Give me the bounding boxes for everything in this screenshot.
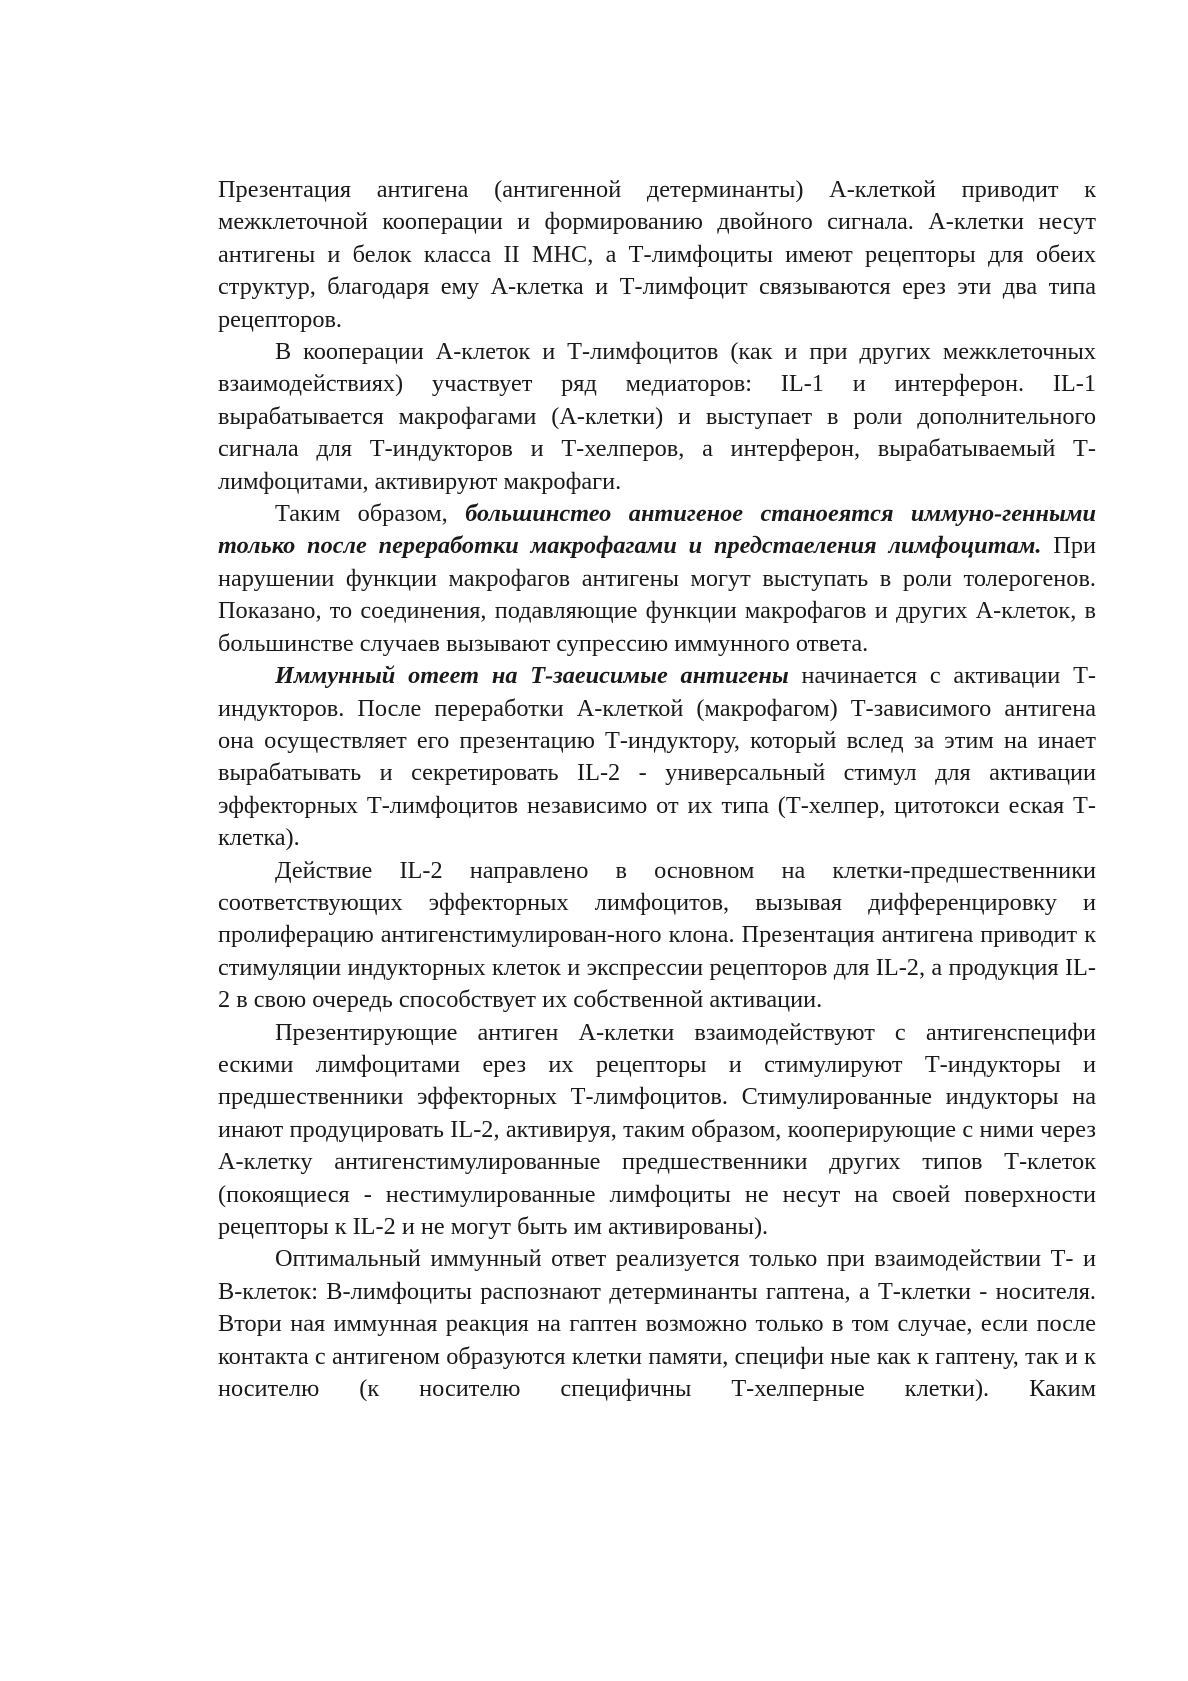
paragraph-5 (218, 855, 1096, 1017)
paragraph-6 (218, 1017, 1096, 1244)
paragraph-text: При нарушении функции макрофагов антигены могут выступать в роли толерогенов. Показано, то соединения, подавляющие функции макрофагов и других А-клеток, в большинстве случаев вызывают супрессию иммунного ответа. (218, 532, 1096, 657)
paragraph-text: начинается с активации Т-индукторов. После переработки А-клеткой (макрофагом) Т-зависимого антигена она осуществляет его презентацию Т-индуктору, который вслед за этим на инает вырабатывать и секретировать IL-2 - универсальный стимул для активации эффекторных Т-лимфоцитов независимо от их типа (Т-хелпер, цитотокси еская Т-клетка). (218, 662, 1096, 852)
paragraph-4 (218, 660, 1096, 854)
paragraph-text: Оптимальный иммунный ответ реализуется только при взаимодействии Т- и В-клеток: В-лимфоциты распознают детерминанты гаптена, а Т-клетки - носителя. Втори ная иммунная реакция на гаптен возможно только в том случае, если после контакта с антигеном образуются клетки памяти, специфи ные как к гаптену, так и к носителю (к носителю специфичны Т-хелперные клетки). Каким (218, 1245, 1096, 1403)
paragraph-text: Презентирующие антиген А-клетки взаимодействуют с антигенспецифи ескими лимфоцитами ерез их рецепторы и стимулируют Т-индукторы и предшественники эффекторных Т-лимфоцитов. Стимулированные индукторы на инают продуцировать IL-2, активируя, таким образом, кооперирующие с ними через А-клетку антигенстимулированные предшественники других типов Т-клеток (покоящиеся - нестимулированные лимфоциты не несут на своей поверхности рецепторы к IL-2 и не могут быть им активированы). (218, 1018, 1096, 1240)
paragraph-text: Таким образом, (275, 500, 466, 528)
emphasis-text: Иммунный отеет на Т-заеисимые антигены (275, 662, 789, 690)
paragraph-2 (218, 336, 1096, 498)
document-page (218, 174, 1096, 1405)
paragraph-text: В кооперации А-клеток и Т-лимфоцитов (как и при других межклеточных взаимодействиях) участвует ряд медиаторов: IL-1 и интерферон. IL-1 вырабатывается макрофагами (А-клетки) и выступает в роли дополнительного сигнала для Т-индукторов и Т-хелперов, а интерферон, вырабатываемый Т-лимфоцитами, активируют макрофаги. (218, 338, 1096, 495)
paragraph-3 (218, 498, 1096, 660)
paragraph-text: Презентация антигена (антигенной детерминанты) А-клеткой приводит к межклеточной кооперации и формированию двойного сигнала. А-клетки несут антигены и белок класса II МНС, а Т-лимфоциты имеют рецепторы для обеих структур, благодаря ему А-клетка и Т-лимфоцит связываются ерез эти два типа рецепторов. (218, 176, 1096, 333)
paragraph-1 (218, 174, 1096, 336)
paragraph-7 (218, 1243, 1096, 1405)
paragraph-text: Действие IL-2 направлено в основном на клетки-предшественники соответствующих эффекторных лимфоцитов, вызывая дифференцировку и пролиферацию антигенстимулирован-ного клона. Презентация антигена приводит к стимуляции индукторных клеток и экспрессии рецепторов для IL-2, а продукция IL-2 в свою очередь способствует их собственной активации. (218, 856, 1096, 1014)
emphasis-text: большинстео антигеное станоеятся иммуно-генными только после переработки макрофагами и предстаеления лимфоцитам. (218, 500, 1096, 560)
